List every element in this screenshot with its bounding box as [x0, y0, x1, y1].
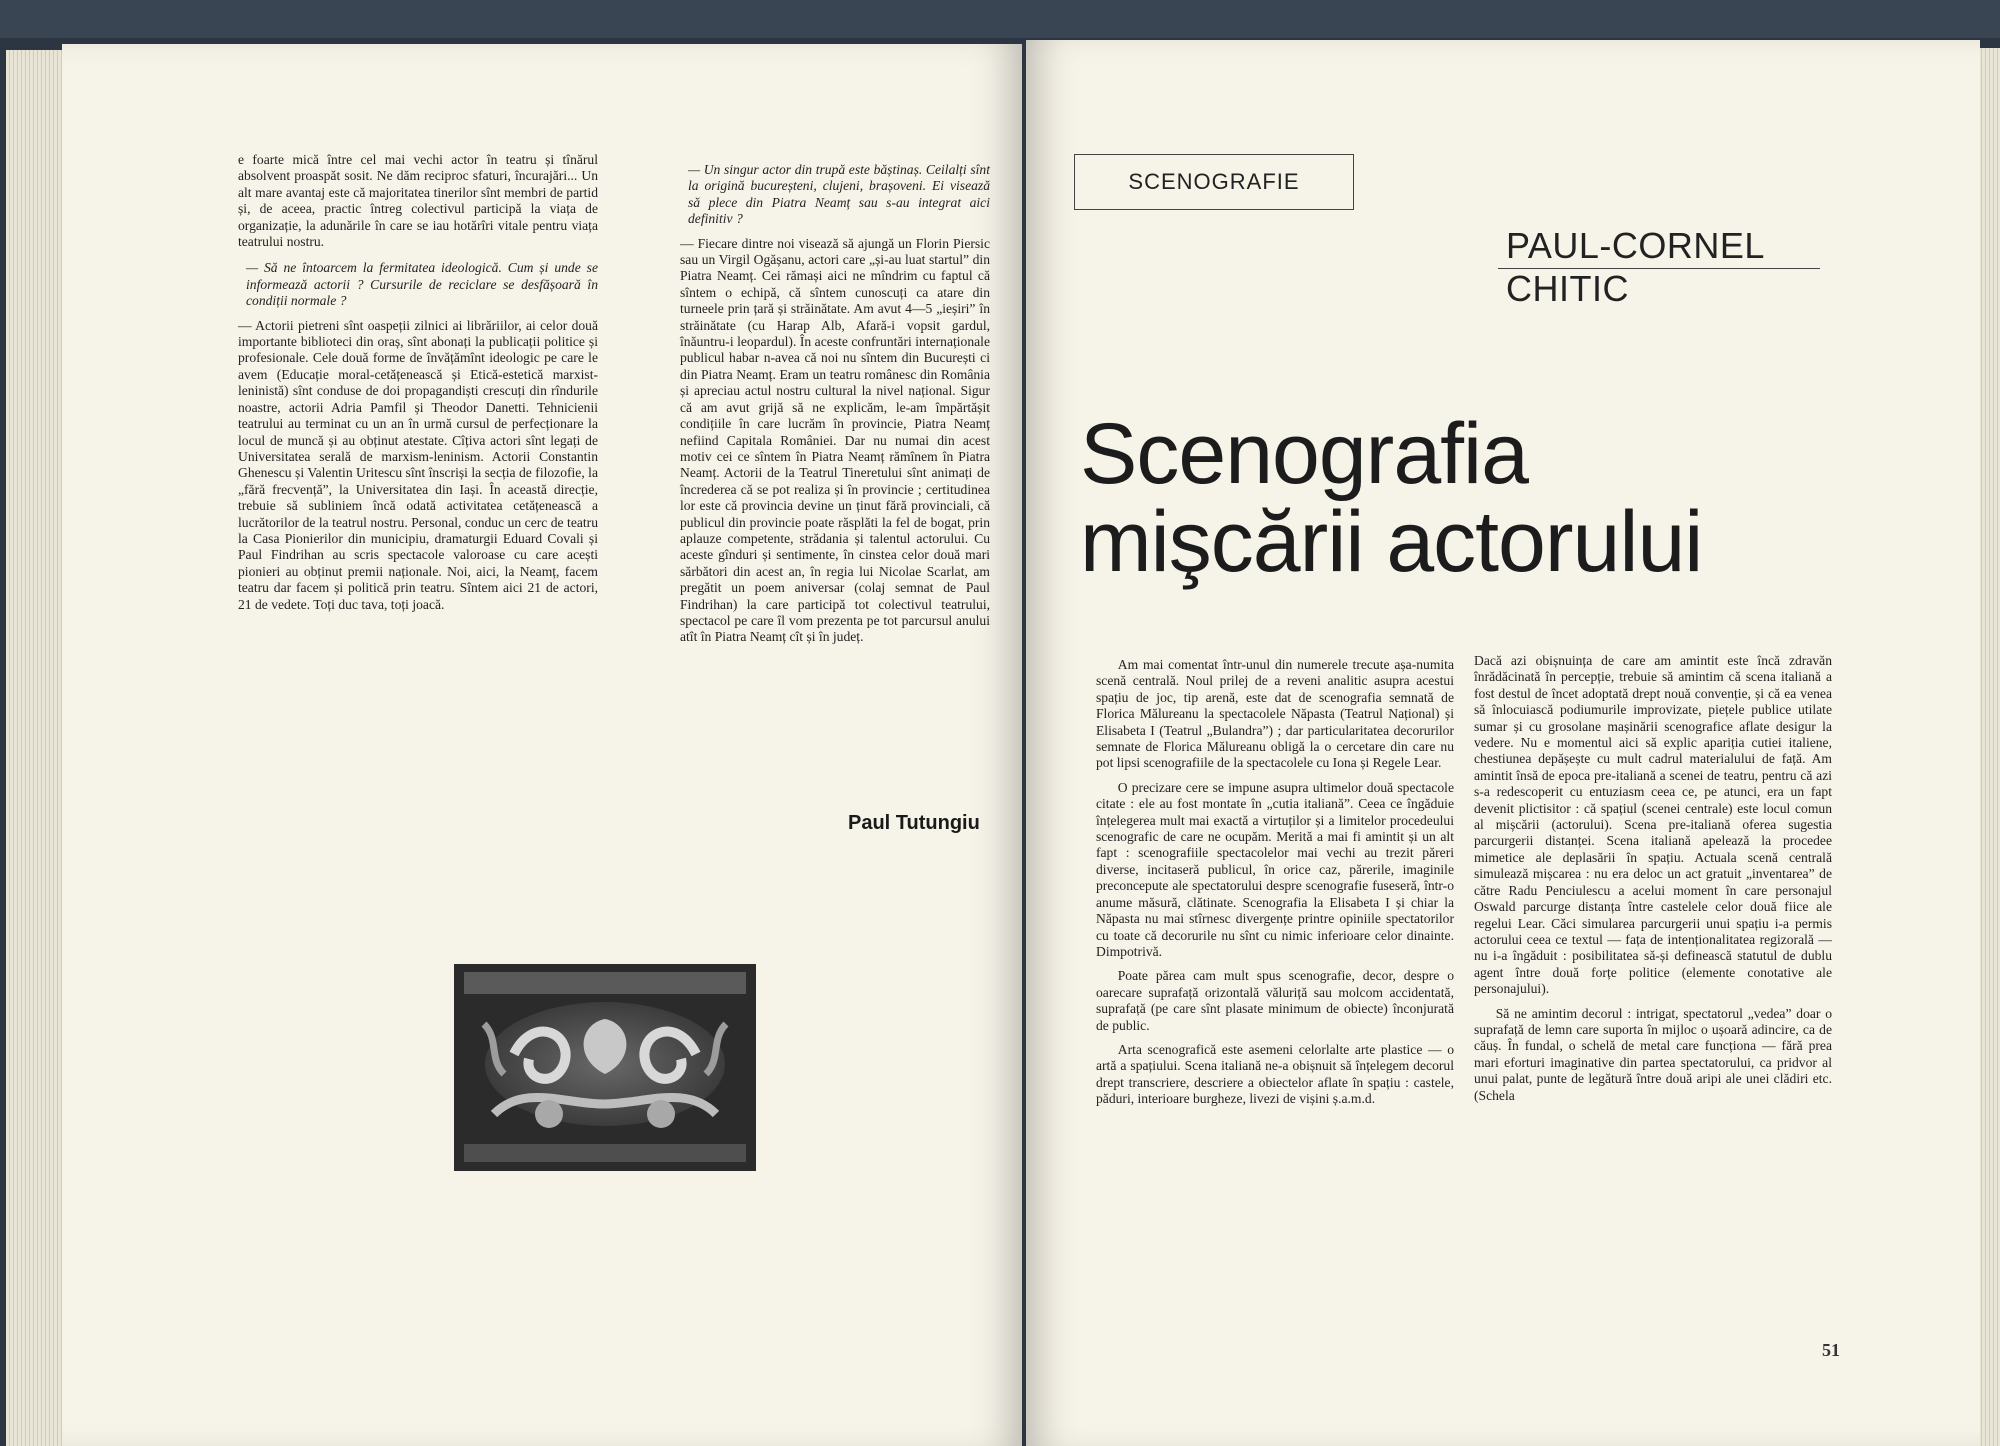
interview-question: — Să ne întoarcem la fermitatea ideologică. Cum și unde se informează actorii ? Cursurile de reciclare se desfășoară în condiții normale ?: [246, 260, 598, 309]
page-edges-left: [6, 50, 66, 1446]
paragraph: e foarte mică între cel mai vechi actor în teatru și tînărul absolvent proaspăt sosit. Ne dăm reciproc sfaturi, încurajări... Un alt mare avantaj este că majoritatea tinerilor sînt membri de partid și, de aceea, practic întreg colectivul participă la viața de organizație, la adunările în care se iau hotărîri vitale pentru viața teatrului nostru.: [238, 152, 598, 250]
author-last-name: CHITIC: [1506, 268, 1629, 309]
section-label: SCENOGRAFIE: [1074, 154, 1354, 210]
article-signature: Paul Tutungiu: [848, 812, 980, 834]
article-title: [1080, 406, 1703, 590]
paragraph: — Actorii pietreni sînt oaspeții zilnici ai librăriilor, ai celor două importante biblioteci din oraș, sînt abonați la publicații politice și profesionale. Cele două forme de învățămînt ideologic pe care le avem (Educație moral-cetățenească și Etică-estetică marxist-leninistă) sînt conduse de doi propagandiști crescuți din rîndurile noastre, actorii Adria Pamfil și Theodor Danetti. Tehnicienii teatrului au terminat cu un an în urmă cursul de perfecționare la locul de muncă și au obținut atestate. Cîțiva actori sînt legați de Universitatea serală de marxism-leninism. Actorii Constantin Ghenescu și Valentin Uritescu sînt înscriși la secția de filozofie, la „fără frecvență”, la Universitatea din Iași. În această direcție, trebuie să subliniem încă odată activitatea cetățenească a lucrătorilor de la teatrul nostru. Personal, conduc un cerc de teatru la Casa Pionierilor din municipiu, dramaturgii Eduard Covali și Paul Findrihan au scris spectacole valoroase cu care acești pionieri au obținut premii naționale. Noi, aici, la Neamț, facem teatru dar facem și politică prin teatru. Sîntem aici 21 de actori, 21 de vedete. Toți duc tava, toți joacă.: [238, 317, 598, 612]
right-column-1: [1096, 657, 1454, 1108]
ornament-photo: [454, 964, 756, 1171]
page-edges-right: [1978, 48, 2000, 1446]
right-column-2: [1474, 653, 1832, 1104]
left-column-1: [238, 152, 598, 613]
paragraph: Poate părea cam mult spus scenografie, decor, despre o oarecare suprafață orizontală văluriță sau molcom accidentată, suprafață (pe care sînt plasate minimum de obiecte) înconjurată de public.: [1096, 968, 1454, 1033]
paragraph: — Fiecare dintre noi visează să ajungă un Florin Piersic sau un Virgil Ogășanu, actori care „și-au luat startul” din Piatra Neamț. Cei rămași aici ne mîndrim cu faptul că sîntem o echipă, că sîntem cunoscuți ca atare din turneele prin țară și străinătate. Am avut 4—5 „ieșiri” în străinătate (cu Harap Alb, Afară-i vopsit gardul, înăuntru-i leopardul). În aceste confruntări internaționale publicul habar n-avea că noi nu sîntem din București ci din Piatra Neamț. Eram un teatru românesc din România și apreciau actul nostru cultural la nivel național. Sigur că am avut grijă să ne explicăm, le-am împărtășit condițiile în care lucrăm în provincie, Piatra Neamț nefiind Capitala României. Dar nu numai din acest motiv cei ce sîntem în Piatra Neamț rămînem în Piatra Neamț. Actorii de la Teatrul Tineretului sînt animați de încrederea că se pot realiza și în provincie ; certitudinea lor este că provincia devine un ținut fără provinciali, că publicul din provincie poate răsplăti la fel de bogat, prin aplauze competente, strădania și talentul actorului. Cu aceste gînduri și sentimente, în cinstea celor două mari sărbători din acest an, în regia lui Nicolae Scarlat, am pregătit un poem aniversar (colaj semnat de Paul Findrihan) la care participă tot colectivul teatrului, spectacol pe care îl vom prezenta pe tot parcursul anului atît în Piatra Neamț cît și în județ.: [680, 235, 990, 645]
paragraph: Dacă azi obișnuința de care am amintit este încă zdravăn înrădăcinată în percepție, trebuie să amintim că scena italiană a fost destul de încet adoptată drept nouă convenție, și că ea venea să înlocuiască podiumurile improvizate, piețele publice utilate sumar și cu grosolane mașinării scenografice aflate desigur la vedere. Nu e momentul aici să explic apariția cutiei italiene, chestiunea depășește cu mult cadrul materialului de față. Am amintit însă de epoca pre-italiană a scenei de teatru, pentru că azi s-a redescoperit cu entuziasm ceea ce, pe atunci, era un fapt devenit plictisitor : că spațiul (scenei centrale) este locul comun al mișcării (actorului). Scena pre-italiană oferea sugestia parcurgerii distanței. Scena italiană apelează la procedee mimetice ale deplasării în spațiu. Actuala scenă centrală simulează mișcarea : nu era deloc un act gratuit „inventarea” de către Radu Penciulescu a acelui moment în care personajul Oswald parcurge distanța între castelele celor două fiice ale regelui Lear. Căci simularea parcurgerii unui spațiu i-a permis actorului ceea ce textul — fața de intenționalitatea regizorală — nu i-a îngăduit : posibilitatea să-și definească statutul de dublu agent între două forțe politice (elemente conotative ale personajului).: [1474, 653, 1832, 997]
paragraph: Să ne amintim decorul : intrigat, spectatorul „vedea” doar o suprafață de lemn care suporta în mijloc o ușoară adincire, ca de căuș. În fundal, o schelă de metal care funcționa — fără prea mari eforturi imaginative din partea spectatorului, ca pridvor al unui palat, punte de legătură între două aripi ale unei clădiri etc. (Schela: [1474, 1005, 1832, 1103]
paragraph: O precizare cere se impune asupra ultimelor două spectacole citate : ele au fost montate în „cutia italiană”. Ceea ce îngăduie înțelegerea mult mai exactă a virtuților și a limitelor procedeului scenografic de care ne ocupăm. Merită a mai fi amintit și un alt fapt : scenografiile spectacolelor mai vechi au trezit păreri diverse, incitaseră publicul, în orice caz, părerile, imaginile preconcepute ale spectatorului despre scenografie fuseseră, într-o anume măsură, clătinate. Scenografia la Elisabeta I și chiar la Năpasta nu mai stîrnesc divergențe printre opiniile spectatorilor cu toate că decorurile nu sînt cu nimic inferioare celor dinainte. Dimpotrivă.: [1096, 779, 1454, 959]
paragraph: Am mai comentat într-unul din numerele trecute așa-numita scenă centrală. Noul prilej de a reveni analitic asupra acestui spațiu de joc, tip arenă, este dat de scenografia semnată de Florica Mălureanu la spectacolele Năpasta (Teatrul Național) și Elisabeta I (Teatrul „Bulandra”) ; dar particularitatea decorurilor semnate de Florica Mălureanu obligă la o cercetare din care nu pot lipsi scenografiile de la spectacolele cu Iona și Regele Lear.: [1096, 657, 1454, 771]
interview-question: — Un singur actor din trupă este băștinaș. Ceilalți sînt la origină bucureșteni, clujeni, brașoveni. Ei visează să plece din Piatra Neamț sau s-au integrat aici definitiv ?: [688, 162, 990, 227]
author-first-name: PAUL-CORNEL: [1506, 225, 1765, 266]
paragraph: Arta scenografică este asemeni celorlalte arte plastice — o artă a spațiului. Scena italiană ne-a obișnuit să înțelegem decorul drept transcriere, descriere a obiectelor aflate în spațiu : castele, păduri, interioare burgheze, livezi de vișini ș.a.m.d.: [1096, 1041, 1454, 1107]
carved-ornament-image: [454, 964, 756, 1171]
page-number: 51: [1822, 1340, 1840, 1360]
title-line-1: Scenografia: [1080, 406, 1528, 502]
left-column-2: [680, 152, 990, 646]
title-line-2: mişcării actorului: [1080, 494, 1703, 590]
article-author: [1506, 226, 1820, 309]
